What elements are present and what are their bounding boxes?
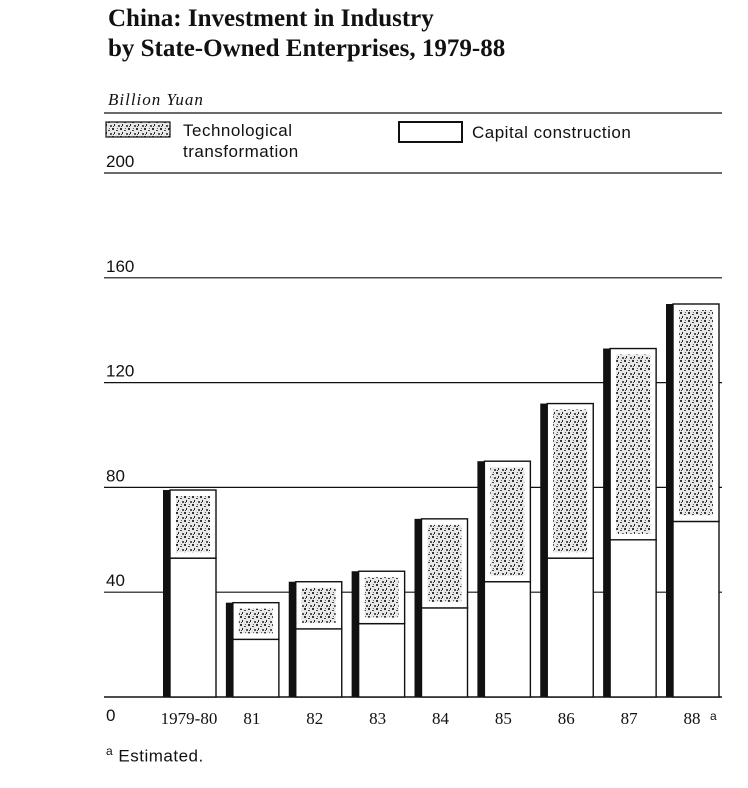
y-tick-label: 40 xyxy=(106,571,125,591)
bar-capital-construction xyxy=(610,540,656,697)
legend-label-capital: Capital construction xyxy=(472,123,632,142)
x-tick-label: 82 xyxy=(306,709,324,728)
x-tick-note: a xyxy=(710,709,717,723)
x-tick-label: 81 xyxy=(243,709,261,728)
bars xyxy=(163,304,719,697)
bar-technological-transformation xyxy=(490,467,524,576)
bar-capital-construction xyxy=(233,639,279,697)
bar-group xyxy=(603,349,656,697)
y-tick-label: 160 xyxy=(106,256,135,276)
footnote xyxy=(106,744,204,767)
bar-shadow xyxy=(540,404,547,697)
y-tick-label: 80 xyxy=(106,466,125,486)
bar-capital-construction xyxy=(359,624,405,697)
bar-group xyxy=(289,582,342,697)
legend-item-capital xyxy=(472,122,631,143)
legend-label-technological-line2: transformation xyxy=(183,142,299,161)
bar-group xyxy=(163,490,216,697)
bar-shadow xyxy=(226,603,233,697)
bar-technological-transformation xyxy=(616,355,650,534)
bar-capital-construction xyxy=(673,521,719,697)
bar-technological-transformation xyxy=(302,588,336,623)
bar-shadow xyxy=(603,349,610,697)
y-axis-ticks xyxy=(106,152,134,725)
bar-capital-construction xyxy=(484,582,530,697)
x-axis-ticks xyxy=(161,709,717,728)
x-tick-label: 83 xyxy=(369,709,387,728)
y-axis-unit-label: Billion Yuan xyxy=(108,90,204,109)
bar-technological-transformation xyxy=(553,410,587,553)
bar-shadow xyxy=(352,571,359,697)
x-tick-label: 1979-80 xyxy=(160,709,218,728)
x-tick-label: 87 xyxy=(620,709,638,728)
bar-group xyxy=(226,603,279,697)
x-tick-label: 88 xyxy=(683,709,701,728)
bar-technological-transformation xyxy=(679,310,713,515)
y-tick-label: 120 xyxy=(106,361,135,381)
bar-group xyxy=(415,519,468,697)
bar-shadow xyxy=(666,304,673,697)
bar-shadow xyxy=(415,519,422,697)
bar-technological-transformation xyxy=(176,496,210,552)
legend-swatch-technological xyxy=(106,122,170,137)
y-tick-label: 0 xyxy=(106,706,116,725)
bar-capital-construction xyxy=(547,558,593,697)
legend-label-technological-line1: Technological xyxy=(183,121,293,140)
x-tick-label: 85 xyxy=(494,709,512,728)
bar-shadow xyxy=(477,461,484,697)
x-tick-label: 84 xyxy=(432,709,449,728)
bar-shadow xyxy=(163,490,170,697)
chart-title-line2: by State-Owned Enterprises, 1979-88 xyxy=(108,35,506,62)
bar-technological-transformation xyxy=(365,577,399,617)
y-tick-label: 200 xyxy=(106,152,135,171)
x-tick-label: 86 xyxy=(557,709,575,728)
footnote-text: Estimated. xyxy=(118,746,204,766)
bar-group xyxy=(540,404,593,697)
footnote-marker: a xyxy=(106,744,114,758)
bar-capital-construction xyxy=(296,629,342,697)
bar-capital-construction xyxy=(170,558,216,697)
bar-group xyxy=(477,461,530,697)
bar-technological-transformation xyxy=(428,525,462,602)
bar-shadow xyxy=(289,582,296,697)
bar-group xyxy=(352,571,405,697)
chart-title-line1: China: Investment in Industry xyxy=(108,5,434,32)
bar-group xyxy=(666,304,719,697)
bar-technological-transformation xyxy=(239,609,273,634)
legend-item-technological xyxy=(183,120,299,162)
legend-swatch-capital xyxy=(399,122,462,142)
bar-capital-construction xyxy=(422,608,468,697)
